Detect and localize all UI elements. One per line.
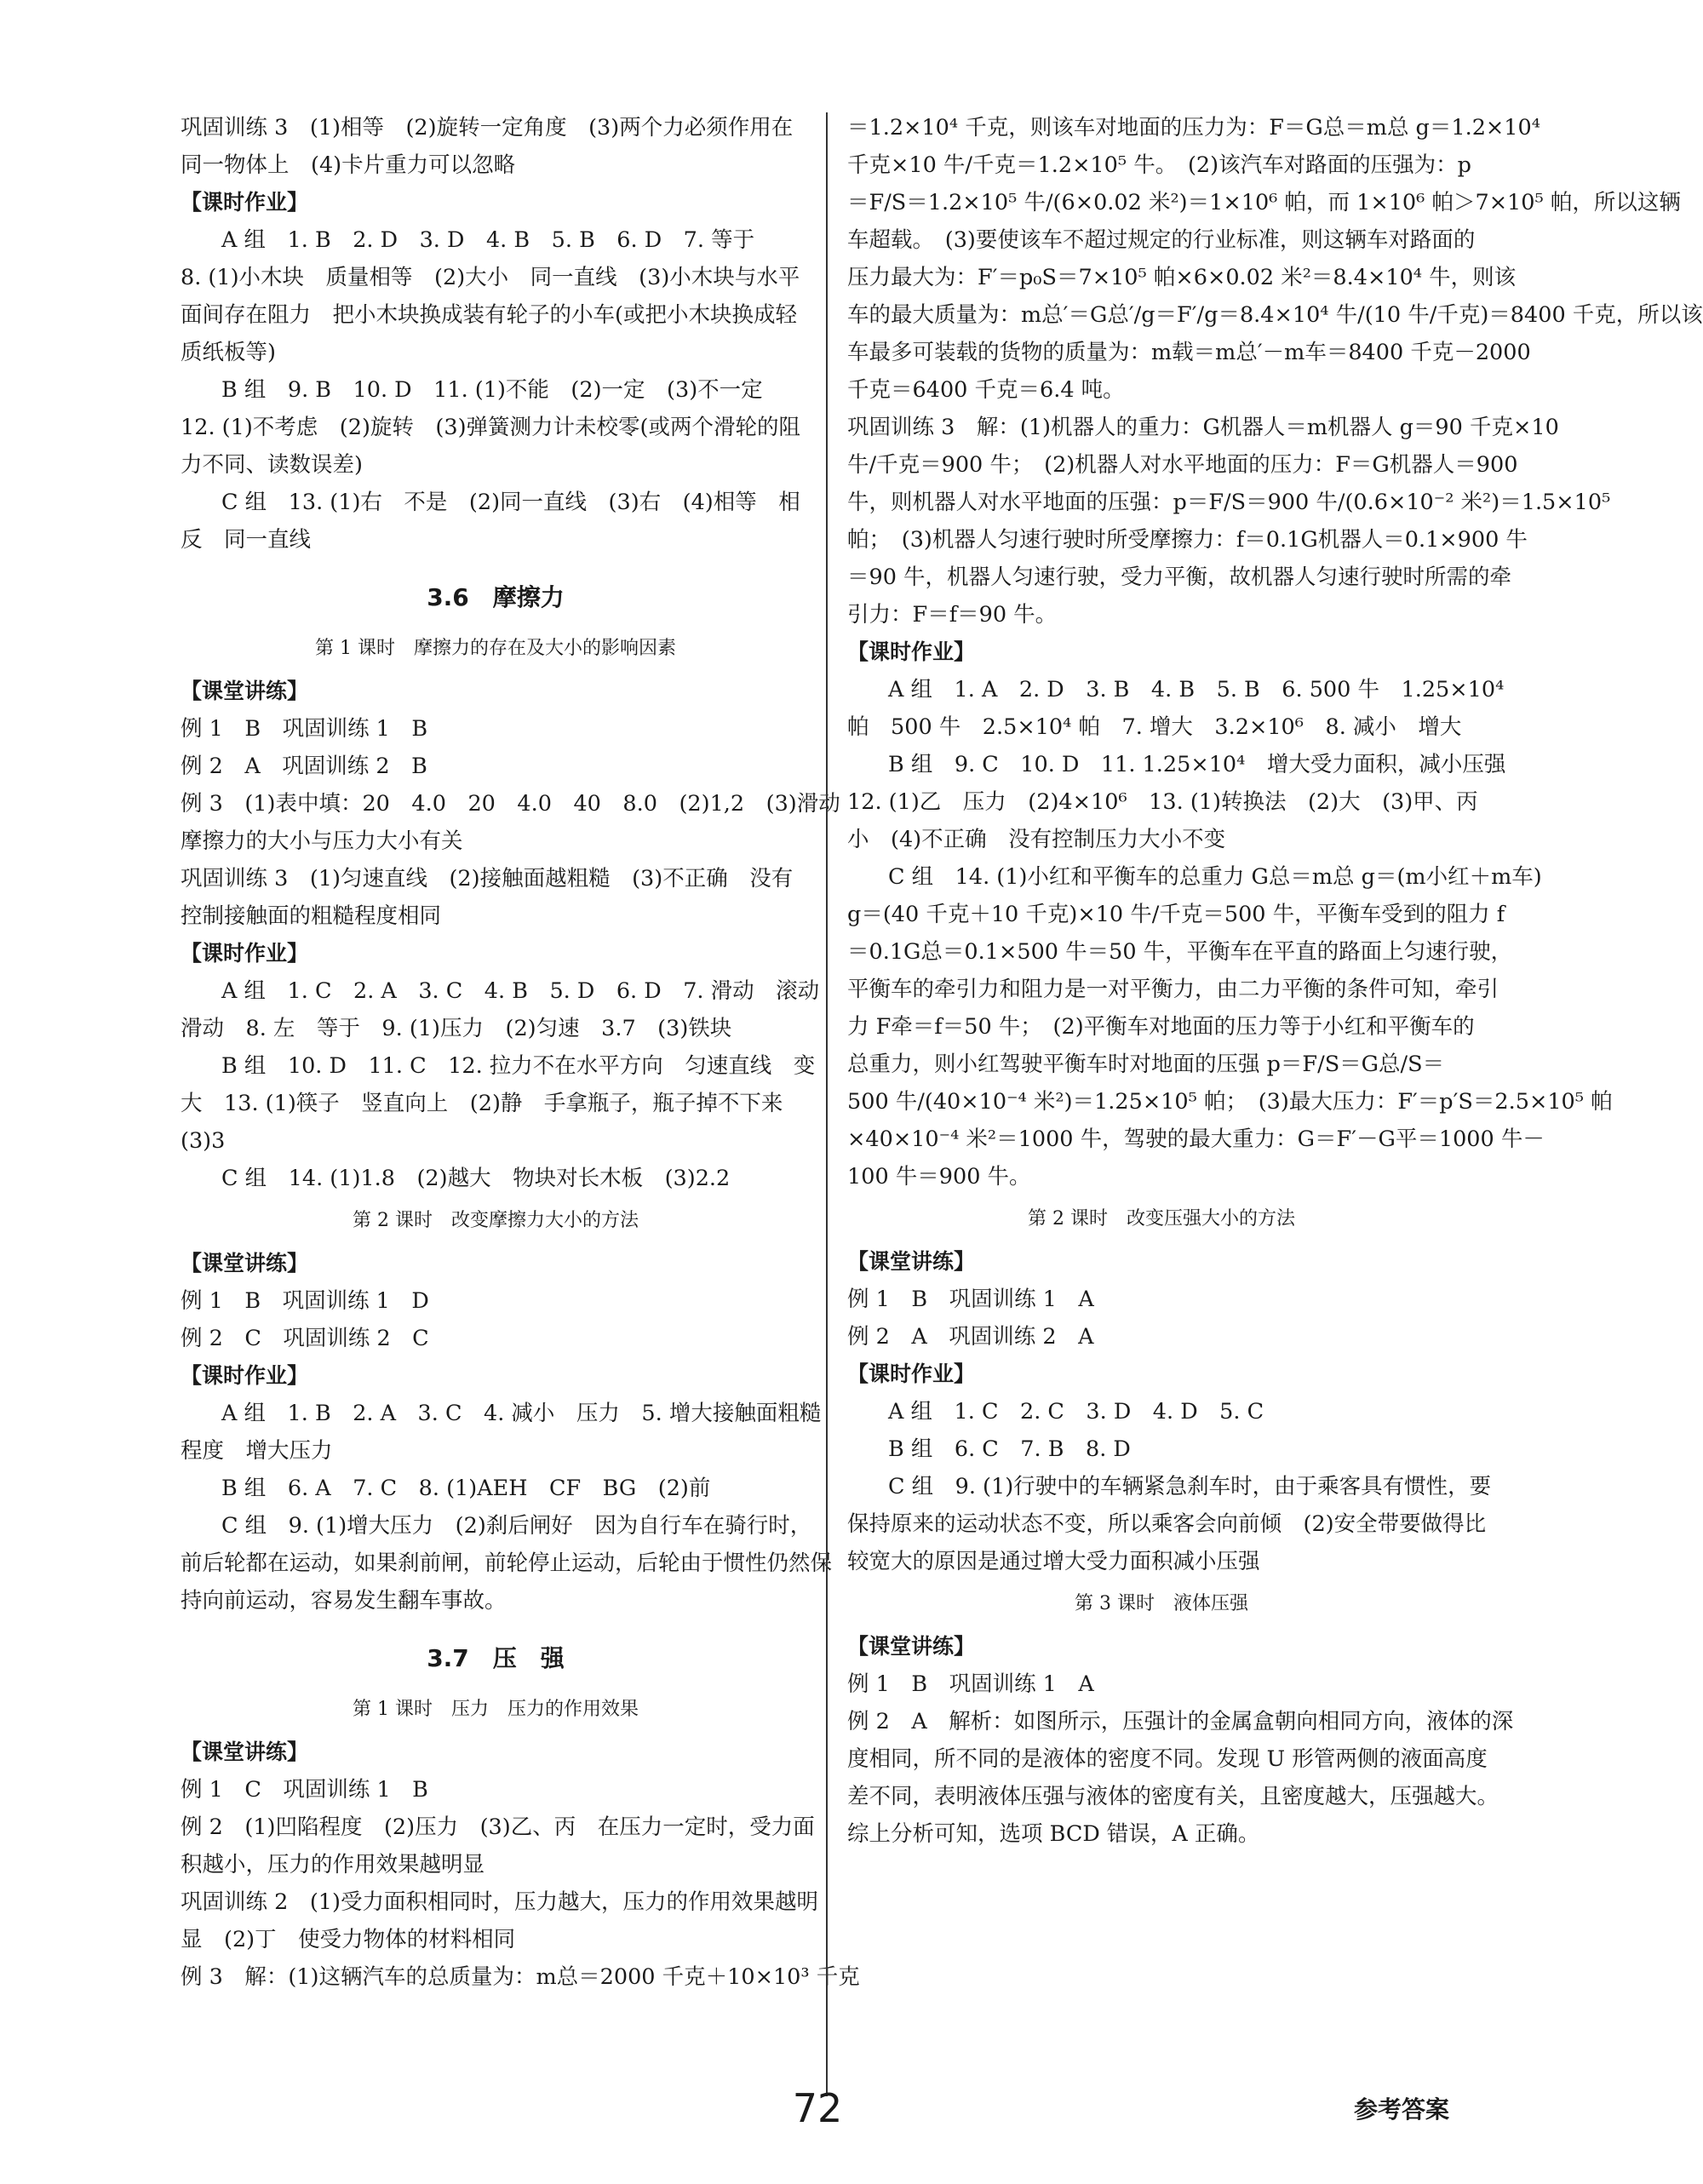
- text-line: 车超载。 (3)要使该车不超过规定的行业标准，则这辆车对路面的: [847, 227, 1476, 253]
- text-line: 巩固训练 3 (1)相等 (2)旋转一定角度 (3)两个力必须作用在: [181, 115, 794, 140]
- section-heading: 【课时作业】: [847, 639, 976, 664]
- text-line: 12. (1)不考虑 (2)旋转 (3)弹簧测力计未校零(或两个滑轮的阻: [181, 415, 800, 440]
- lesson-subtitle: 第 1 课时 压力 压力的作用效果: [353, 1699, 639, 1720]
- text-line: 平衡车的牵引力和阻力是一对平衡力，由二力平衡的条件可知，牵引: [847, 977, 1499, 1002]
- text-line: 大 13. (1)筷子 竖直向上 (2)静 手拿瓶子，瓶子掉不下来: [181, 1091, 783, 1116]
- text-line: 千克×10 牛/千克＝1.2×10⁵ 牛。 (2)该汽车对路面的压强为：p: [847, 152, 1471, 178]
- footer-label: 参考答案: [1354, 2095, 1450, 2124]
- text-line: 持向前运动，容易发生翻车事故。: [181, 1588, 507, 1614]
- text-line: 车最多可装载的货物的质量为：m载＝m总′－m车＝8400 千克－2000: [847, 340, 1531, 365]
- answer-group-line: B 组 10. D 11. C 12. 拉力不在水平方向 匀速直线 变: [221, 1053, 816, 1079]
- text-line: 千克＝6400 千克＝6.4 吨。: [847, 377, 1125, 403]
- section-heading: 【课堂讲练】: [181, 679, 309, 703]
- answer-group-line: A 组 1. B 2. A 3. C 4. 减小 压力 5. 增大接触面粗糙: [221, 1401, 822, 1426]
- text-line: (3)3: [181, 1128, 226, 1154]
- text-line: 引力：F＝f＝90 牛。: [847, 602, 1058, 628]
- text-line: 前后轮都在运动，如果刹前闸，前轮停止运动，后轮由于惯性仍然保: [181, 1551, 833, 1576]
- text-line: 保持原来的运动状态不变，所以乘客会向前倾 (2)安全带要做得比: [847, 1511, 1487, 1537]
- text-line: ＝90 牛，机器人匀速行驶，受力平衡，故机器人匀速行驶时所需的牵: [847, 565, 1512, 590]
- section-heading: 【课时作业】: [181, 190, 309, 215]
- text-line: 例 1 B 巩固训练 1 A: [847, 1671, 1094, 1697]
- text-line: 程度 增大压力: [181, 1438, 333, 1464]
- answer-group-line: B 组 9. B 10. D 11. (1)不能 (2)一定 (3)不一定: [221, 377, 763, 403]
- section-heading: 【课时作业】: [181, 941, 309, 966]
- text-line: 12. (1)乙 压力 (2)4×10⁶ 13. (1)转换法 (2)大 (3)甲、丙: [847, 789, 1478, 815]
- text-line: 巩固训练 3 解：(1)机器人的重力：G机器人＝m机器人 g＝90 千克×10: [847, 415, 1559, 440]
- text-line: 面间存在阻力 把小木块换成装有轮子的小车(或把小木块换成轻: [181, 302, 797, 328]
- text-line: 8. (1)小木块 质量相等 (2)大小 同一直线 (3)小木块与水平: [181, 265, 800, 290]
- text-line: 显 (2)丁 使受力物体的材料相同: [181, 1927, 516, 1952]
- right-column: [847, 109, 1703, 1853]
- answer-group-line: A 组 1. C 2. C 3. D 4. D 5. C: [888, 1399, 1264, 1424]
- section-heading: 【课堂讲练】: [847, 1249, 976, 1274]
- text-line: 同一物体上 (4)卡片重力可以忽略: [181, 152, 516, 178]
- section-heading: 【课堂讲练】: [181, 1251, 309, 1275]
- text-line: 力 F牵＝f＝50 牛； (2)平衡车对地面的压力等于小红和平衡车的: [847, 1014, 1475, 1040]
- section-heading: 【课堂讲练】: [847, 1634, 976, 1659]
- section-title: 3.6 摩擦力: [427, 583, 565, 611]
- text-line: 差不同，表明液体压强与液体的密度有关，且密度越大，压强越大。: [847, 1784, 1499, 1809]
- left-column: [181, 109, 860, 1996]
- text-line: 例 1 B 巩固训练 1 D: [181, 1288, 429, 1314]
- answer-group-line: A 组 1. C 2. A 3. C 4. B 5. D 6. D 7. 滑动 滚动: [221, 978, 820, 1004]
- section-heading: 【课堂讲练】: [181, 1740, 309, 1764]
- text-line: 压力最大为：F′＝p₀S＝7×10⁵ 帕×6×0.02 米²＝8.4×10⁴ 牛，则该: [847, 265, 1517, 290]
- text-line: 反 同一直线: [181, 527, 312, 553]
- text-line: 例 1 B 巩固训练 1 A: [847, 1287, 1094, 1312]
- text-line: 力不同、读数误差): [181, 452, 363, 478]
- text-line: 总重力，则小红驾驶平衡车时对地面的压强 p＝F/S＝G总/S＝: [847, 1052, 1445, 1077]
- text-line: 积越小，压力的作用效果越明显: [181, 1852, 485, 1877]
- text-line: 较宽大的原因是通过增大受力面积减小压强: [847, 1549, 1260, 1574]
- text-line: 牛，则机器人对水平地面的压强：p＝F/S＝900 牛/(0.6×10⁻² 米²)＝1.5×10⁵: [847, 490, 1611, 515]
- answer-group-line: C 组 13. (1)右 不是 (2)同一直线 (3)右 (4)相等 相: [221, 490, 800, 515]
- text-line: 车的最大质量为：m总′＝G总′/g＝F′/g＝8.4×10⁴ 牛/(10 牛/千克)＝8400 千克，所以该: [847, 302, 1703, 328]
- text-line: 牛/千克＝900 牛； (2)机器人对水平地面的压力：F＝G机器人＝900: [847, 452, 1518, 478]
- text-line: ×40×10⁻⁴ 米²＝1000 牛，驾驶的最大重力：G＝F′－G平＝1000 牛－: [847, 1126, 1545, 1152]
- lesson-subtitle: 第 3 课时 液体压强: [1075, 1593, 1248, 1614]
- column-divider: [826, 112, 828, 2096]
- text-line: 例 2 C 巩固训练 2 C: [181, 1326, 429, 1351]
- text-line: 巩固训练 3 (1)匀速直线 (2)接触面越粗糙 (3)不正确 没有: [181, 866, 794, 891]
- text-line: 例 3 解：(1)这辆汽车的总质量为：m总＝2000 千克＋10×10³ 千克: [181, 1964, 860, 1990]
- section-heading: 【课时作业】: [181, 1363, 309, 1388]
- lesson-subtitle: 第 2 课时 改变摩擦力大小的方法: [353, 1210, 639, 1231]
- answer-group-line: B 组 6. C 7. B 8. D: [888, 1436, 1131, 1462]
- answer-group-line: C 组 14. (1)1.8 (2)越大 物块对长木板 (3)2.2: [221, 1166, 731, 1191]
- text-line: 滑动 8. 左 等于 9. (1)压力 (2)匀速 3.7 (3)铁块: [181, 1016, 732, 1041]
- section-title: 3.7 压 强: [427, 1644, 565, 1672]
- text-line: ＝1.2×10⁴ 千克，则该车对地面的压力为：F＝G总＝m总 g＝1.2×10⁴: [847, 115, 1540, 140]
- text-line: 综上分析可知，选项 BCD 错误，A 正确。: [847, 1821, 1260, 1847]
- answer-group-line: C 组 14. (1)小红和平衡车的总重力 G总＝m总 g＝(m小红＋m车): [888, 864, 1542, 890]
- answer-group-line: B 组 9. C 10. D 11. 1.25×10⁴ 增大受力面积，减小压强: [888, 752, 1506, 777]
- text-line: 例 2 A 巩固训练 2 B: [181, 754, 427, 779]
- text-line: 摩擦力的大小与压力大小有关: [181, 828, 463, 854]
- answer-group-line: C 组 9. (1)行驶中的车辆紧急刹车时，由于乘客具有惯性，要: [888, 1474, 1492, 1499]
- text-line: ＝0.1G总＝0.1×500 牛＝50 牛，平衡车在平直的路面上匀速行驶，: [847, 939, 1513, 965]
- lesson-subtitle: 第 2 课时 改变压强大小的方法: [1028, 1208, 1295, 1230]
- text-line: 控制接触面的粗糙程度相同: [181, 903, 442, 929]
- lesson-subtitle: 第 1 课时 摩擦力的存在及大小的影响因素: [315, 638, 676, 659]
- text-line: 500 牛/(40×10⁻⁴ 米²)＝1.25×10⁵ 帕； (3)最大压力：F′＝p′S＝2.5×10⁵ 帕: [847, 1089, 1613, 1115]
- text-line: 帕 500 牛 2.5×10⁴ 帕 7. 增大 3.2×10⁶ 8. 减小 增大: [847, 714, 1462, 740]
- answer-group-line: A 组 1. B 2. D 3. D 4. B 5. B 6. D 7. 等于: [221, 227, 755, 253]
- page-number: 72: [792, 2085, 843, 2131]
- answer-group-line: B 组 6. A 7. C 8. (1)AEH CF BG (2)前: [221, 1476, 711, 1501]
- text-line: 例 1 B 巩固训练 1 B: [181, 716, 428, 742]
- section-heading: 【课时作业】: [847, 1361, 976, 1386]
- answer-group-line: A 组 1. A 2. D 3. B 4. B 5. B 6. 500 牛 1.25×10⁴: [888, 677, 1505, 702]
- text-line: 例 2 (1)凹陷程度 (2)压力 (3)乙、丙 在压力一定时，受力面: [181, 1814, 815, 1840]
- text-line: 100 牛＝900 牛。: [847, 1164, 1031, 1189]
- text-line: ＝F/S＝1.2×10⁵ 牛/(6×0.02 米²)＝1×10⁶ 帕，而 1×10⁶ 帕＞7×10⁵ 帕，所以这辆: [847, 190, 1681, 215]
- text-line: 巩固训练 2 (1)受力面积相同时，压力越大，压力的作用效果越明: [181, 1889, 818, 1915]
- text-line: 例 2 A 解析：如图所示，压强计的金属盒朝向相同方向，液体的深: [847, 1709, 1514, 1734]
- text-line: 例 2 A 巩固训练 2 A: [847, 1324, 1094, 1350]
- text-line: 度相同，所不同的是液体的密度不同。发现 U 形管两侧的液面高度: [847, 1746, 1488, 1772]
- text-line: 小 (4)不正确 没有控制压力大小不变: [847, 827, 1226, 852]
- text-line: 质纸板等): [181, 340, 276, 365]
- text-line: 例 3 (1)表中填：20 4.0 20 4.0 40 8.0 (2)1,2 (3)滑动: [181, 791, 840, 817]
- text-line: 例 1 C 巩固训练 1 B: [181, 1777, 428, 1803]
- text-line: g＝(40 千克＋10 千克)×10 牛/千克＝500 牛，平衡车受到的阻力 f: [847, 902, 1505, 927]
- text-line: 帕； (3)机器人匀速行驶时所受摩擦力：f＝0.1G机器人＝0.1×900 牛: [847, 527, 1528, 553]
- answer-group-line: C 组 9. (1)增大压力 (2)刹后闸好 因为自行车在骑行时，: [221, 1513, 812, 1539]
